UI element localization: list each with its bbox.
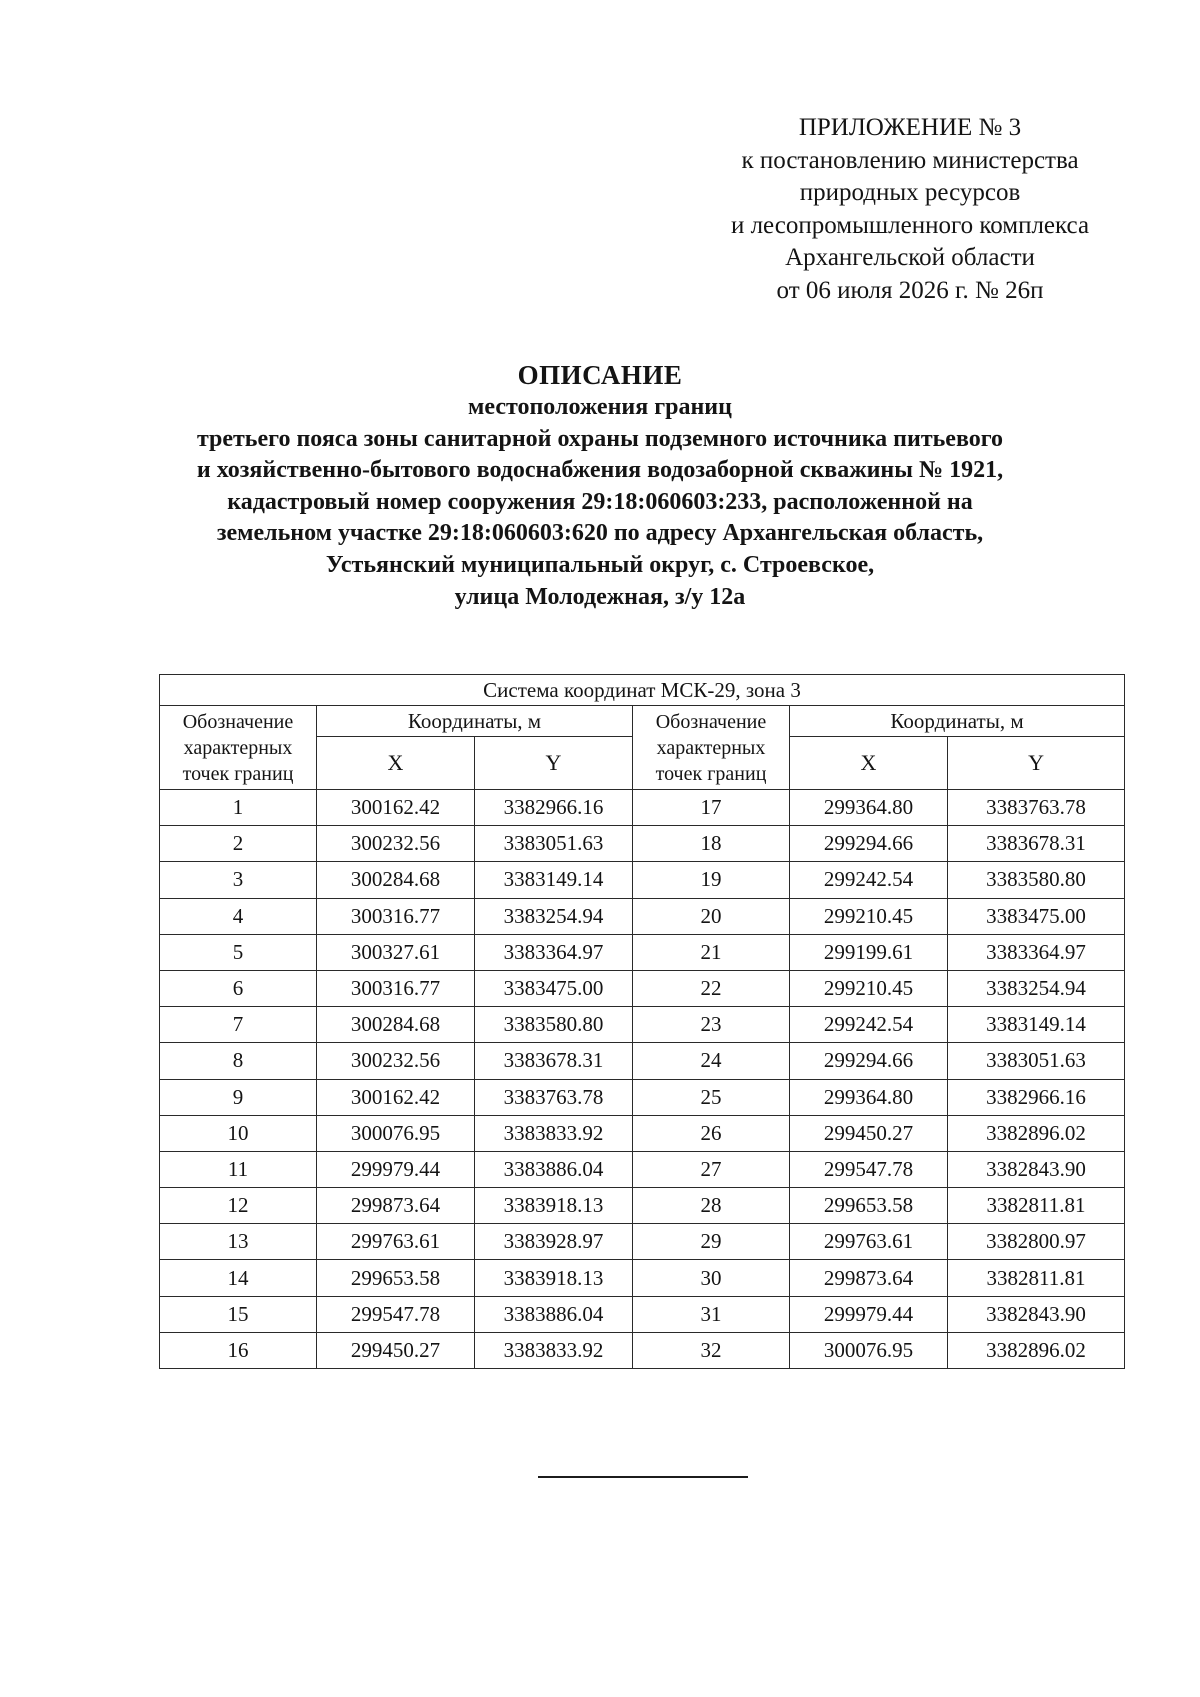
coordinates-table (159, 674, 1125, 1369)
point-label-header-right (633, 706, 790, 790)
table-row (160, 1188, 1125, 1224)
point-number: 5 (160, 934, 317, 970)
x-coordinate: 300162.42 (317, 1079, 475, 1115)
y-coordinate: 3382896.02 (948, 1332, 1125, 1368)
table-row (160, 970, 1125, 1006)
title-line: земельном участке 29:18:060603:620 по адресу Архангельская область, (216, 520, 984, 547)
y-header-left: Y (475, 737, 633, 790)
x-coordinate: 299199.61 (790, 934, 948, 970)
point-number: 1 (160, 790, 317, 826)
y-coordinate: 3382966.16 (948, 1079, 1125, 1115)
point-number: 16 (160, 1332, 317, 1368)
appendix-line: ПРИЛОЖЕНИЕ № 3 (798, 114, 1022, 141)
title-line: третьего пояса зоны санитарной охраны подземного источника питьевого (196, 425, 1004, 452)
point-number: 14 (160, 1260, 317, 1296)
point-number: 28 (633, 1188, 790, 1224)
point-number: 15 (160, 1296, 317, 1332)
appendix-line: к постановлению министерства (741, 146, 1079, 174)
point-number: 18 (633, 826, 790, 862)
table-row (160, 1043, 1125, 1079)
point-number: 2 (160, 826, 317, 862)
x-coordinate: 299763.61 (317, 1224, 475, 1260)
point-number: 10 (160, 1115, 317, 1151)
title-line: улица Молодежная, з/у 12а (454, 583, 746, 610)
coords-header-left: Координаты, м (317, 706, 633, 737)
y-coordinate: 3383918.13 (475, 1260, 633, 1296)
y-coordinate: 3383475.00 (948, 898, 1125, 934)
x-coordinate: 299547.78 (317, 1296, 475, 1332)
x-coordinate: 299294.66 (790, 1043, 948, 1079)
y-coordinate: 3383149.14 (948, 1007, 1125, 1043)
point-number: 11 (160, 1151, 317, 1187)
x-coordinate: 299242.54 (790, 1007, 948, 1043)
point-number: 20 (633, 898, 790, 934)
closing-divider (538, 1476, 748, 1478)
point-number: 9 (160, 1079, 317, 1115)
point-number: 12 (160, 1188, 317, 1224)
point-number: 32 (633, 1332, 790, 1368)
y-coordinate: 3383678.31 (948, 826, 1125, 862)
table-row (160, 862, 1125, 898)
coords-header-right: Координаты, м (790, 706, 1125, 737)
y-coordinate: 3382843.90 (948, 1296, 1125, 1332)
y-coordinate: 3383918.13 (475, 1188, 633, 1224)
x-coordinate: 300076.95 (317, 1115, 475, 1151)
point-number: 13 (160, 1224, 317, 1260)
table-row (160, 1296, 1125, 1332)
table-row (160, 1115, 1125, 1151)
x-coordinate: 299364.80 (790, 1079, 948, 1115)
table-row (160, 1332, 1125, 1368)
x-coordinate: 299547.78 (790, 1151, 948, 1187)
x-coordinate: 300316.77 (317, 970, 475, 1006)
title-line: и хозяйственно-бытового водоснабжения водозаборной скважины № 1921, (196, 457, 1004, 484)
point-number: 26 (633, 1115, 790, 1151)
x-coordinate: 300316.77 (317, 898, 475, 934)
x-coordinate: 299210.45 (790, 898, 948, 934)
y-coordinate: 3383364.97 (948, 934, 1125, 970)
y-coordinate: 3382896.02 (948, 1115, 1125, 1151)
point-number: 19 (633, 862, 790, 898)
y-coordinate: 3382843.90 (948, 1151, 1125, 1187)
title-line: Устьянский муниципальный округ, с. Строевское, (325, 551, 875, 578)
x-coordinate: 299364.80 (790, 790, 948, 826)
table-row (160, 1007, 1125, 1043)
y-coordinate: 3383580.80 (475, 1007, 633, 1043)
title-heading: ОПИСАНИЕ (517, 360, 683, 390)
y-coordinate: 3383254.94 (948, 970, 1125, 1006)
point-number: 8 (160, 1043, 317, 1079)
point-number: 6 (160, 970, 317, 1006)
point-label-line: точек границ (655, 762, 767, 785)
table-row (160, 1260, 1125, 1296)
y-coordinate: 3383580.80 (948, 862, 1125, 898)
y-coordinate: 3382811.81 (948, 1260, 1125, 1296)
x-coordinate: 300284.68 (317, 1007, 475, 1043)
table-row (160, 826, 1125, 862)
point-label-line: точек границ (182, 762, 294, 785)
x-coordinate: 299873.64 (790, 1260, 948, 1296)
y-header-right: Y (948, 737, 1125, 790)
x-coordinate: 299242.54 (790, 862, 948, 898)
x-coordinate: 300327.61 (317, 934, 475, 970)
title-line: кадастровый номер сооружения 29:18:060603:233, расположенной на (227, 488, 973, 515)
y-coordinate: 3382800.97 (948, 1224, 1125, 1260)
y-coordinate: 3383763.78 (475, 1079, 633, 1115)
x-coordinate: 299873.64 (317, 1188, 475, 1224)
point-number: 27 (633, 1151, 790, 1187)
x-coordinate: 299450.27 (790, 1115, 948, 1151)
appendix-line: Архангельской области (785, 244, 1035, 271)
table-row (160, 790, 1125, 826)
x-coordinate: 299979.44 (790, 1296, 948, 1332)
point-number: 25 (633, 1079, 790, 1115)
point-label-line: Обозначение (655, 710, 767, 733)
x-coordinate: 299653.58 (790, 1188, 948, 1224)
y-coordinate: 3383149.14 (475, 862, 633, 898)
table-row (160, 1079, 1125, 1115)
table-row (160, 1151, 1125, 1187)
point-number: 31 (633, 1296, 790, 1332)
x-coordinate: 300076.95 (790, 1332, 948, 1368)
y-coordinate: 3382811.81 (948, 1188, 1125, 1224)
x-coordinate: 300162.42 (317, 790, 475, 826)
table-row (160, 934, 1125, 970)
x-coordinate: 299210.45 (790, 970, 948, 1006)
point-number: 29 (633, 1224, 790, 1260)
point-number: 30 (633, 1260, 790, 1296)
table-row (160, 898, 1125, 934)
y-coordinate: 3383886.04 (475, 1296, 633, 1332)
y-coordinate: 3383051.63 (475, 826, 633, 862)
y-coordinate: 3383475.00 (475, 970, 633, 1006)
point-label-header-left (160, 706, 317, 790)
y-coordinate: 3383051.63 (948, 1043, 1125, 1079)
point-number: 3 (160, 862, 317, 898)
y-coordinate: 3383928.97 (475, 1224, 633, 1260)
x-coordinate: 300284.68 (317, 862, 475, 898)
x-coordinate: 299653.58 (317, 1260, 475, 1296)
point-number: 24 (633, 1043, 790, 1079)
point-number: 7 (160, 1007, 317, 1043)
appendix-header (660, 112, 1160, 307)
point-label-line: Обозначение (182, 710, 294, 733)
document-title (100, 358, 1100, 613)
title-description (100, 392, 1100, 613)
point-number: 21 (633, 934, 790, 970)
point-number: 23 (633, 1007, 790, 1043)
point-label-line: характерных (183, 736, 293, 759)
appendix-line: природных ресурсов (799, 179, 1021, 206)
x-header-left: X (317, 737, 475, 790)
x-coordinate: 299450.27 (317, 1332, 475, 1368)
appendix-line: от 06 июля 2026 г. № 26п (776, 276, 1044, 304)
x-coordinate: 299763.61 (790, 1224, 948, 1260)
y-coordinate: 3383886.04 (475, 1151, 633, 1187)
x-coordinate: 300232.56 (317, 826, 475, 862)
y-coordinate: 3383833.92 (475, 1332, 633, 1368)
table-row (160, 1224, 1125, 1260)
x-coordinate: 299979.44 (317, 1151, 475, 1187)
title-line: местоположения границ (468, 394, 732, 420)
point-number: 17 (633, 790, 790, 826)
y-coordinate: 3382966.16 (475, 790, 633, 826)
x-header-right: X (790, 737, 948, 790)
appendix-line: и лесопромышленного комплекса (730, 211, 1090, 239)
point-number: 4 (160, 898, 317, 934)
x-coordinate: 300232.56 (317, 1043, 475, 1079)
y-coordinate: 3383364.97 (475, 934, 633, 970)
point-label-line: характерных (656, 736, 766, 759)
coordinate-system-header: Система координат МСК-29, зона 3 (160, 675, 1125, 706)
y-coordinate: 3383763.78 (948, 790, 1125, 826)
y-coordinate: 3383254.94 (475, 898, 633, 934)
y-coordinate: 3383833.92 (475, 1115, 633, 1151)
point-number: 22 (633, 970, 790, 1006)
y-coordinate: 3383678.31 (475, 1043, 633, 1079)
x-coordinate: 299294.66 (790, 826, 948, 862)
